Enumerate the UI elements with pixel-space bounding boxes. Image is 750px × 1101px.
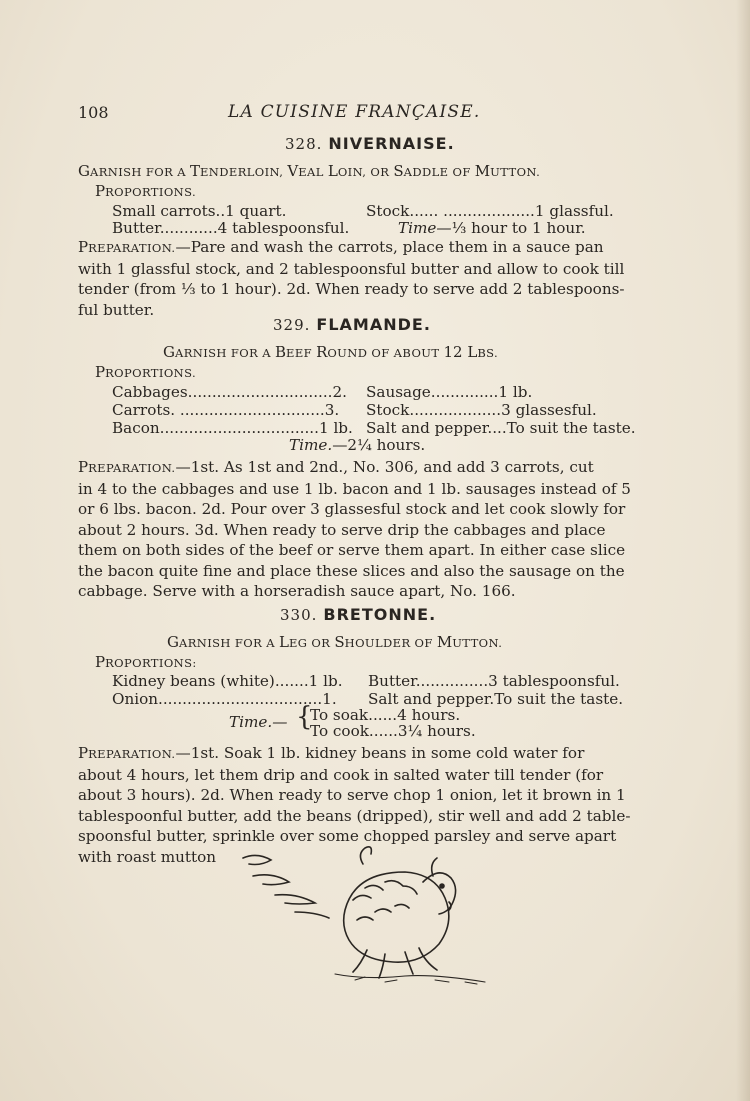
proportions-label: PROPORTIONS. bbox=[95, 182, 197, 200]
ingredient-line: Butter...............3 tablespoonsful. bbox=[368, 672, 620, 690]
recipe-number: 330. bbox=[280, 606, 318, 624]
recipe-name: NIVERNAISE. bbox=[328, 134, 455, 153]
ingredient-line: Onion..................................1. bbox=[112, 690, 337, 708]
time-soak: To soak......4 hours. bbox=[310, 706, 461, 724]
ingredient-line: Bacon.................................1 lb. bbox=[112, 419, 353, 437]
recipe-subtitle: GARNISH FOR A LEG OR SHOULDER OF MUTTON. bbox=[167, 633, 503, 651]
recipe-number: 329. bbox=[273, 316, 311, 334]
ingredient-line: Small carrots..1 quart. bbox=[112, 202, 287, 220]
ingredient-line: Butter............4 tablespoonsful. bbox=[112, 219, 350, 237]
time-line: Time.—2¼ hours. bbox=[289, 436, 426, 454]
ingredient-line: Carrots. ..............................3. bbox=[112, 401, 340, 419]
time-cook: To cook......3¼ hours. bbox=[310, 722, 476, 740]
ingredient-line: Cabbages..............................2. bbox=[112, 383, 347, 401]
recipe-number: 328. bbox=[285, 135, 323, 153]
recipe-heading bbox=[285, 134, 455, 153]
recipe-heading bbox=[273, 315, 431, 334]
page-edge-shadow bbox=[736, 0, 750, 1101]
ingredient-line: Stock...... ...................1 glassful. bbox=[366, 202, 614, 220]
proportions-label: PROPORTIONS. bbox=[95, 363, 197, 381]
recipe-subtitle: GARNISH FOR A BEEF ROUND OF ABOUT 12 LBS. bbox=[163, 343, 499, 361]
recipe-subtitle: GARNISH FOR A TENDERLOIN, VEAL LOIN, OR SADDLE OF MUTTON. bbox=[78, 162, 541, 180]
brace: { bbox=[296, 702, 313, 732]
ingredient-line: Kidney beans (white).......1 lb. bbox=[112, 672, 343, 690]
sheep-illustration bbox=[235, 840, 495, 990]
proportions-label: PROPORTIONS: bbox=[95, 653, 197, 671]
ingredient-line: Sausage..............1 lb. bbox=[366, 383, 533, 401]
ingredient-line: Salt and pepper.To suit the taste. bbox=[368, 690, 624, 708]
ingredient-line: Salt and pepper....To suit the taste. bbox=[366, 419, 636, 437]
time-label: Time.— bbox=[229, 713, 288, 731]
recipe-heading bbox=[280, 605, 436, 624]
running-title: LA CUISINE FRANÇAISE. bbox=[228, 102, 481, 122]
ingredient-line: Stock...................3 glassesful. bbox=[366, 401, 597, 419]
preparation-paragraph: PREPARATION.—1st. Soak 1 lb. kidney beans in some cold water for about 4 hours, let them drip and cook in salted water till tender (for about 3 hours). 2d. When ready to serve chop 1 onion, let it brown in 1 tablespoonful butter, add the beans (dripped), stir well and add 2 table- spoonsful butter, sprinkle over some chopped parsley and serve apart with roast mutton bbox=[78, 744, 631, 866]
preparation-paragraph: PREPARATION.—1st. As 1st and 2nd., No. 306, and add 3 carrots, cut in 4 to the cabbages and use 1 lb. bacon and 1 lb. sausages instead of 5 or 6 lbs. bacon. 2d. Pour over 3 glassesful stock and let cook slowly for about 2 hours. 3d. When ready to serve drip the cabbages and place them on both sides of the beef or serve them apart. In either case slice the bacon quite fine and place these slices and also the sausage on the cabbage. Serve with a horseradish sauce apart, No. 166. bbox=[78, 458, 631, 600]
recipe-name: FLAMANDE. bbox=[316, 315, 431, 334]
preparation-paragraph: PREPARATION.—Pare and wash the carrots, place them in a sauce pan with 1 glassful stock, and 2 tablespoonsful butter and allow to cook till tender (from ⅓ to 1 hour). 2d. When ready to serve add 2 tablespoons- ful butter. bbox=[78, 238, 625, 319]
recipe-name: BRETONNE. bbox=[323, 605, 437, 624]
page-number: 108 bbox=[78, 103, 109, 122]
time-line: Time—⅓ hour to 1 hour. bbox=[398, 219, 586, 237]
